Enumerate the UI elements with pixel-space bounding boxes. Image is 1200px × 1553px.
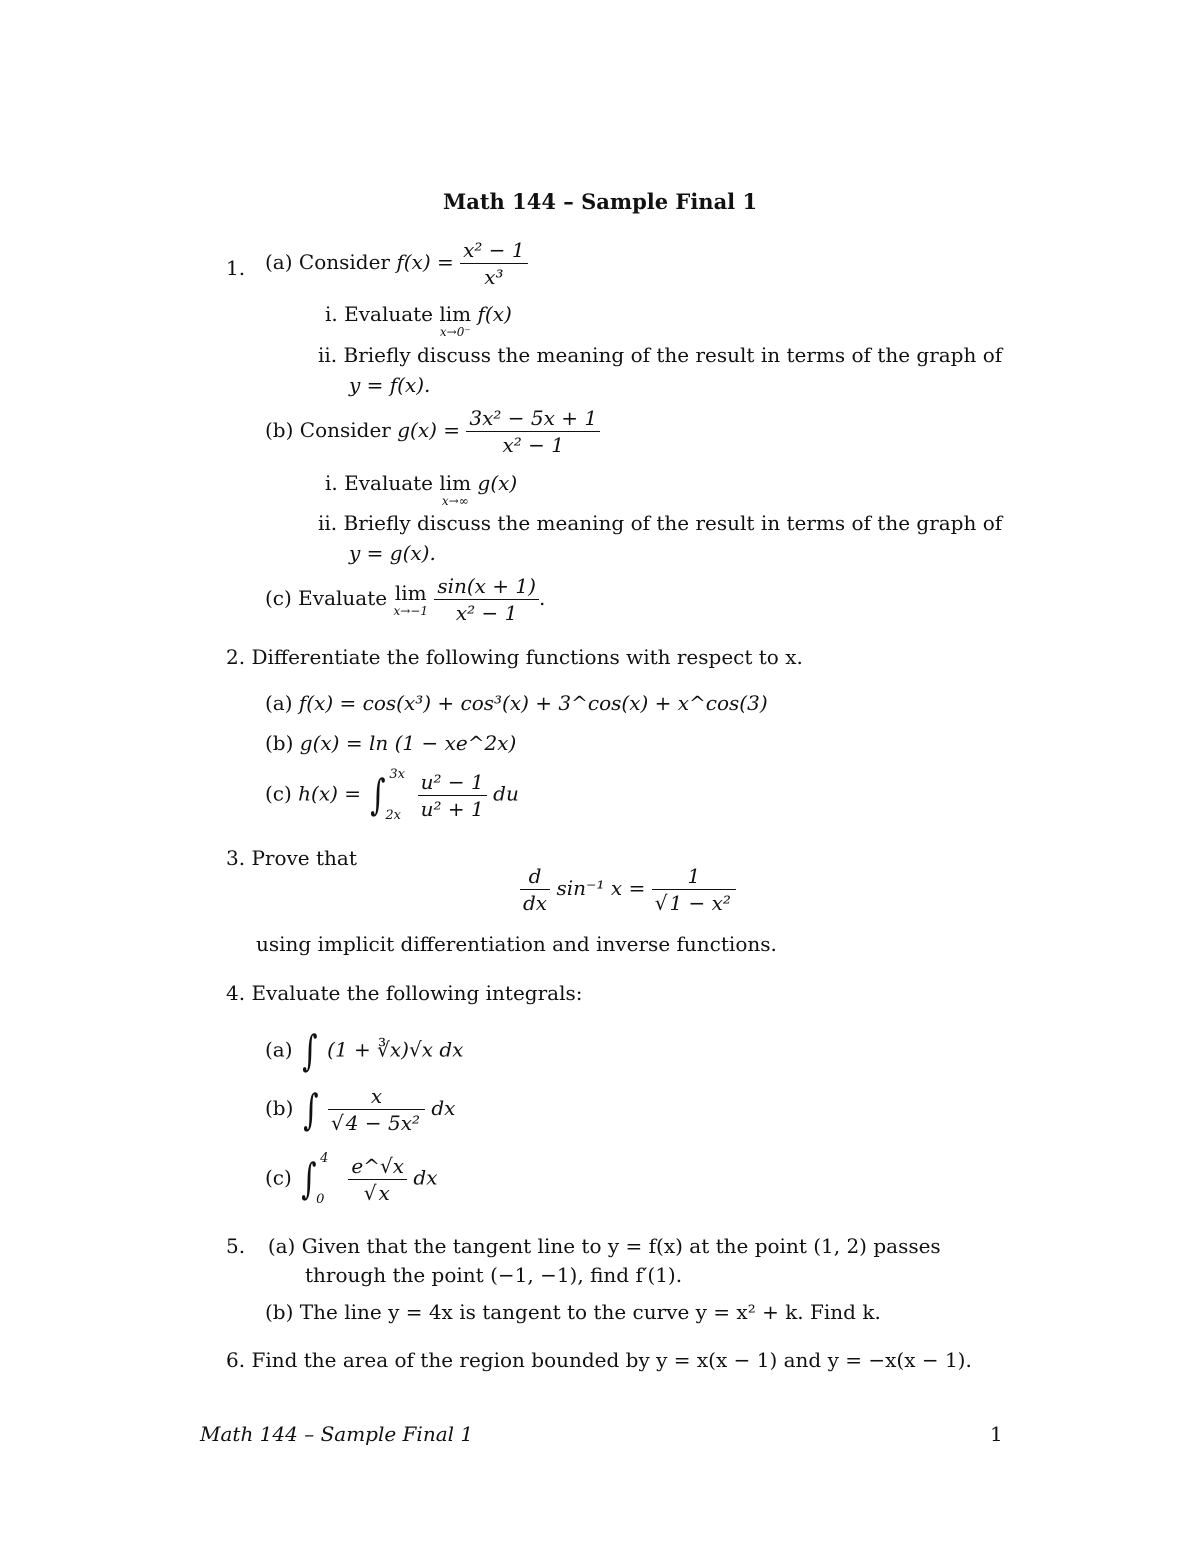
problem-1a <box>265 240 528 287</box>
problem-1b-ii-line2: y = g(x). <box>349 541 436 565</box>
problem-1b-i-label: i. <box>325 471 338 495</box>
problem-1b-i-expr: g(x) <box>477 471 518 495</box>
problem-2a <box>265 693 768 713</box>
problem-1b-i <box>325 473 517 507</box>
radicand: x <box>378 1180 390 1205</box>
problem-2c-differential: du <box>493 781 519 806</box>
limit-operator <box>439 304 471 338</box>
problem-2b-expr: g(x) = ln (1 − xe^2x) <box>299 731 517 755</box>
integral-sign-icon: ∫ <box>303 1084 319 1134</box>
problem-2-number: 2. <box>226 645 246 669</box>
problem-5b-text: The line y = 4x is tangent to the curve y = x² + k. Find k. <box>299 1300 881 1324</box>
problem-4b-differential: dx <box>431 1096 456 1120</box>
problem-6-number: 6. <box>226 1348 246 1372</box>
sqrt-icon: √ x <box>363 1180 390 1205</box>
problem-2b <box>265 733 516 753</box>
problem-1a-i-text: Evaluate <box>344 302 434 326</box>
problem-4b-fraction <box>328 1086 425 1133</box>
problem-1-number: 1. <box>226 256 246 280</box>
problem-6 <box>226 1350 972 1370</box>
problem-1a-lhs: f(x) = <box>396 250 454 274</box>
problem-4c-differential: dx <box>413 1165 438 1190</box>
problem-4a-expr: (1 + ∛x)√x dx <box>327 1037 464 1062</box>
problem-5a-label: (a) <box>267 1234 296 1258</box>
fraction-numerator: u² − 1 <box>418 772 487 796</box>
fraction-denominator <box>348 1180 407 1203</box>
problem-2 <box>226 647 803 667</box>
problem-1b-intro: Consider <box>299 418 391 442</box>
limit-operator <box>439 473 471 507</box>
problem-2c-label: (c) <box>265 781 292 806</box>
problem-3 <box>226 848 357 868</box>
page-number: 1 <box>990 1422 1003 1446</box>
problem-5b <box>265 1302 881 1322</box>
integral-bounds <box>316 1151 342 1207</box>
integral-sign-icon: ∫ <box>302 1026 318 1075</box>
problem-3-text: Prove that <box>251 846 357 870</box>
problem-4a-label: (a) <box>265 1037 293 1062</box>
fraction-denominator: x² − 1 <box>502 433 564 457</box>
sqrt-icon: √ 4 − 5x² <box>331 1111 420 1135</box>
integral-sign-icon: ∫ <box>301 1154 317 1203</box>
problem-4c-label: (c) <box>265 1165 292 1190</box>
fraction-denominator: u² + 1 <box>420 796 484 821</box>
problem-1b-label: (b) <box>265 418 294 442</box>
lim-subscript: x→−1 <box>393 603 428 618</box>
lim-subscript: x→∞ <box>441 494 469 508</box>
lim-subscript: x→0⁻ <box>439 325 471 339</box>
problem-3-number: 3. <box>226 846 246 870</box>
problem-6-text: Find the area of the region bounded by y = x(x − 1) and y = −x(x − 1). <box>251 1348 972 1372</box>
fraction-numerator: x <box>328 1086 425 1110</box>
page-title: Math 144 – Sample Final 1 <box>443 189 758 214</box>
fraction-denominator: dx <box>523 891 548 915</box>
fraction-numerator: 3x² − 5x + 1 <box>466 408 600 432</box>
fraction-denominator <box>652 890 736 913</box>
problem-1c-label: (c) <box>265 586 292 610</box>
fraction-numerator: sin(x + 1) <box>434 576 539 600</box>
problem-1a-i <box>325 304 512 338</box>
problem-4c-fraction <box>348 1153 407 1205</box>
integral-sign-icon: ∫ <box>370 770 387 819</box>
problem-4a <box>265 1026 464 1075</box>
lower-bound: 0 <box>316 1192 325 1207</box>
problem-2a-expr: f(x) = cos(x³) + cos³(x) + 3^cos(x) + x^cos(3) <box>298 691 768 715</box>
fraction-numerator: d <box>520 866 550 890</box>
problem-1c <box>265 576 545 623</box>
problem-1a-ii <box>318 345 1002 365</box>
problem-1c-text: Evaluate <box>298 586 388 610</box>
problem-1b-i-text: Evaluate <box>344 471 434 495</box>
upper-bound: 3x <box>389 767 405 782</box>
problem-5a-line2: through the point (−1, −1), find f′(1). <box>305 1263 683 1287</box>
problem-3-equation <box>520 866 736 913</box>
problem-4c <box>265 1152 438 1206</box>
lim-word: lim <box>439 471 472 495</box>
problem-1b-lhs: g(x) = <box>397 418 461 442</box>
problem-1b <box>265 408 600 455</box>
problem-2c-fraction <box>418 769 487 821</box>
problem-2c-lhs: h(x) = <box>298 781 362 806</box>
lim-word: lim <box>439 302 472 326</box>
problem-1a-ii-label: ii. <box>318 343 338 367</box>
problem-4b-label: (b) <box>265 1096 294 1120</box>
problem-1b-fraction <box>466 408 600 455</box>
problem-1c-period: . <box>538 586 546 610</box>
problem-2a-label: (a) <box>265 691 293 715</box>
problem-1a-fraction <box>460 240 528 287</box>
fraction-denominator <box>328 1110 425 1133</box>
problem-1a-i-label: i. <box>325 302 338 326</box>
problem-1b-ii <box>318 513 1002 533</box>
problem-4-number: 4. <box>226 981 246 1005</box>
fraction-numerator: 1 <box>652 866 736 890</box>
problem-2c <box>265 768 519 822</box>
problem-1a-i-expr: f(x) <box>477 302 512 326</box>
problem-3-rhs-fraction <box>652 866 736 913</box>
problem-1a-ii-line1: Briefly discuss the meaning of the result in terms of the graph of <box>343 343 1003 367</box>
problem-1c-fraction <box>434 576 539 623</box>
integral-bounds <box>385 767 411 823</box>
radicand: 1 − x² <box>669 891 731 915</box>
problem-5b-label: (b) <box>265 1300 294 1324</box>
fraction-denominator: x³ <box>484 265 504 289</box>
problem-3-middle: sin⁻¹ x = <box>556 876 646 900</box>
problem-4b <box>265 1086 455 1133</box>
fraction-numerator: e^√x <box>348 1156 407 1180</box>
problem-1b-ii-label: ii. <box>318 511 338 535</box>
footer-title: Math 144 – Sample Final 1 <box>200 1422 474 1446</box>
problem-4 <box>226 983 583 1003</box>
problem-1a-label: (a) <box>265 250 293 274</box>
problem-2-text: Differentiate the following functions with respect to x. <box>251 645 803 669</box>
radicand: 4 − 5x² <box>345 1111 420 1135</box>
derivative-operator <box>520 866 550 913</box>
limit-operator <box>393 580 428 618</box>
problem-5 <box>226 1236 941 1256</box>
problem-1a-intro: Consider <box>298 250 390 274</box>
problem-5a-line1: Given that the tangent line to y = f(x) at the point (1, 2) passes <box>301 1234 941 1258</box>
problem-1a-ii-line2: y = f(x). <box>349 373 431 397</box>
problem-1b-ii-line1: Briefly discuss the meaning of the result in terms of the graph of <box>343 511 1003 535</box>
lower-bound: 2x <box>385 808 401 823</box>
upper-bound: 4 <box>320 1151 329 1166</box>
fraction-denominator: x² − 1 <box>455 601 518 625</box>
lim-word: lim <box>394 580 427 605</box>
problem-3-after: using implicit differentiation and inverse functions. <box>256 932 777 956</box>
problem-5-number: 5. <box>226 1234 246 1258</box>
fraction-numerator: x² − 1 <box>460 240 528 264</box>
sqrt-icon: √ 1 − x² <box>654 891 731 915</box>
problem-2b-label: (b) <box>265 731 294 755</box>
problem-4-text: Evaluate the following integrals: <box>251 981 583 1005</box>
